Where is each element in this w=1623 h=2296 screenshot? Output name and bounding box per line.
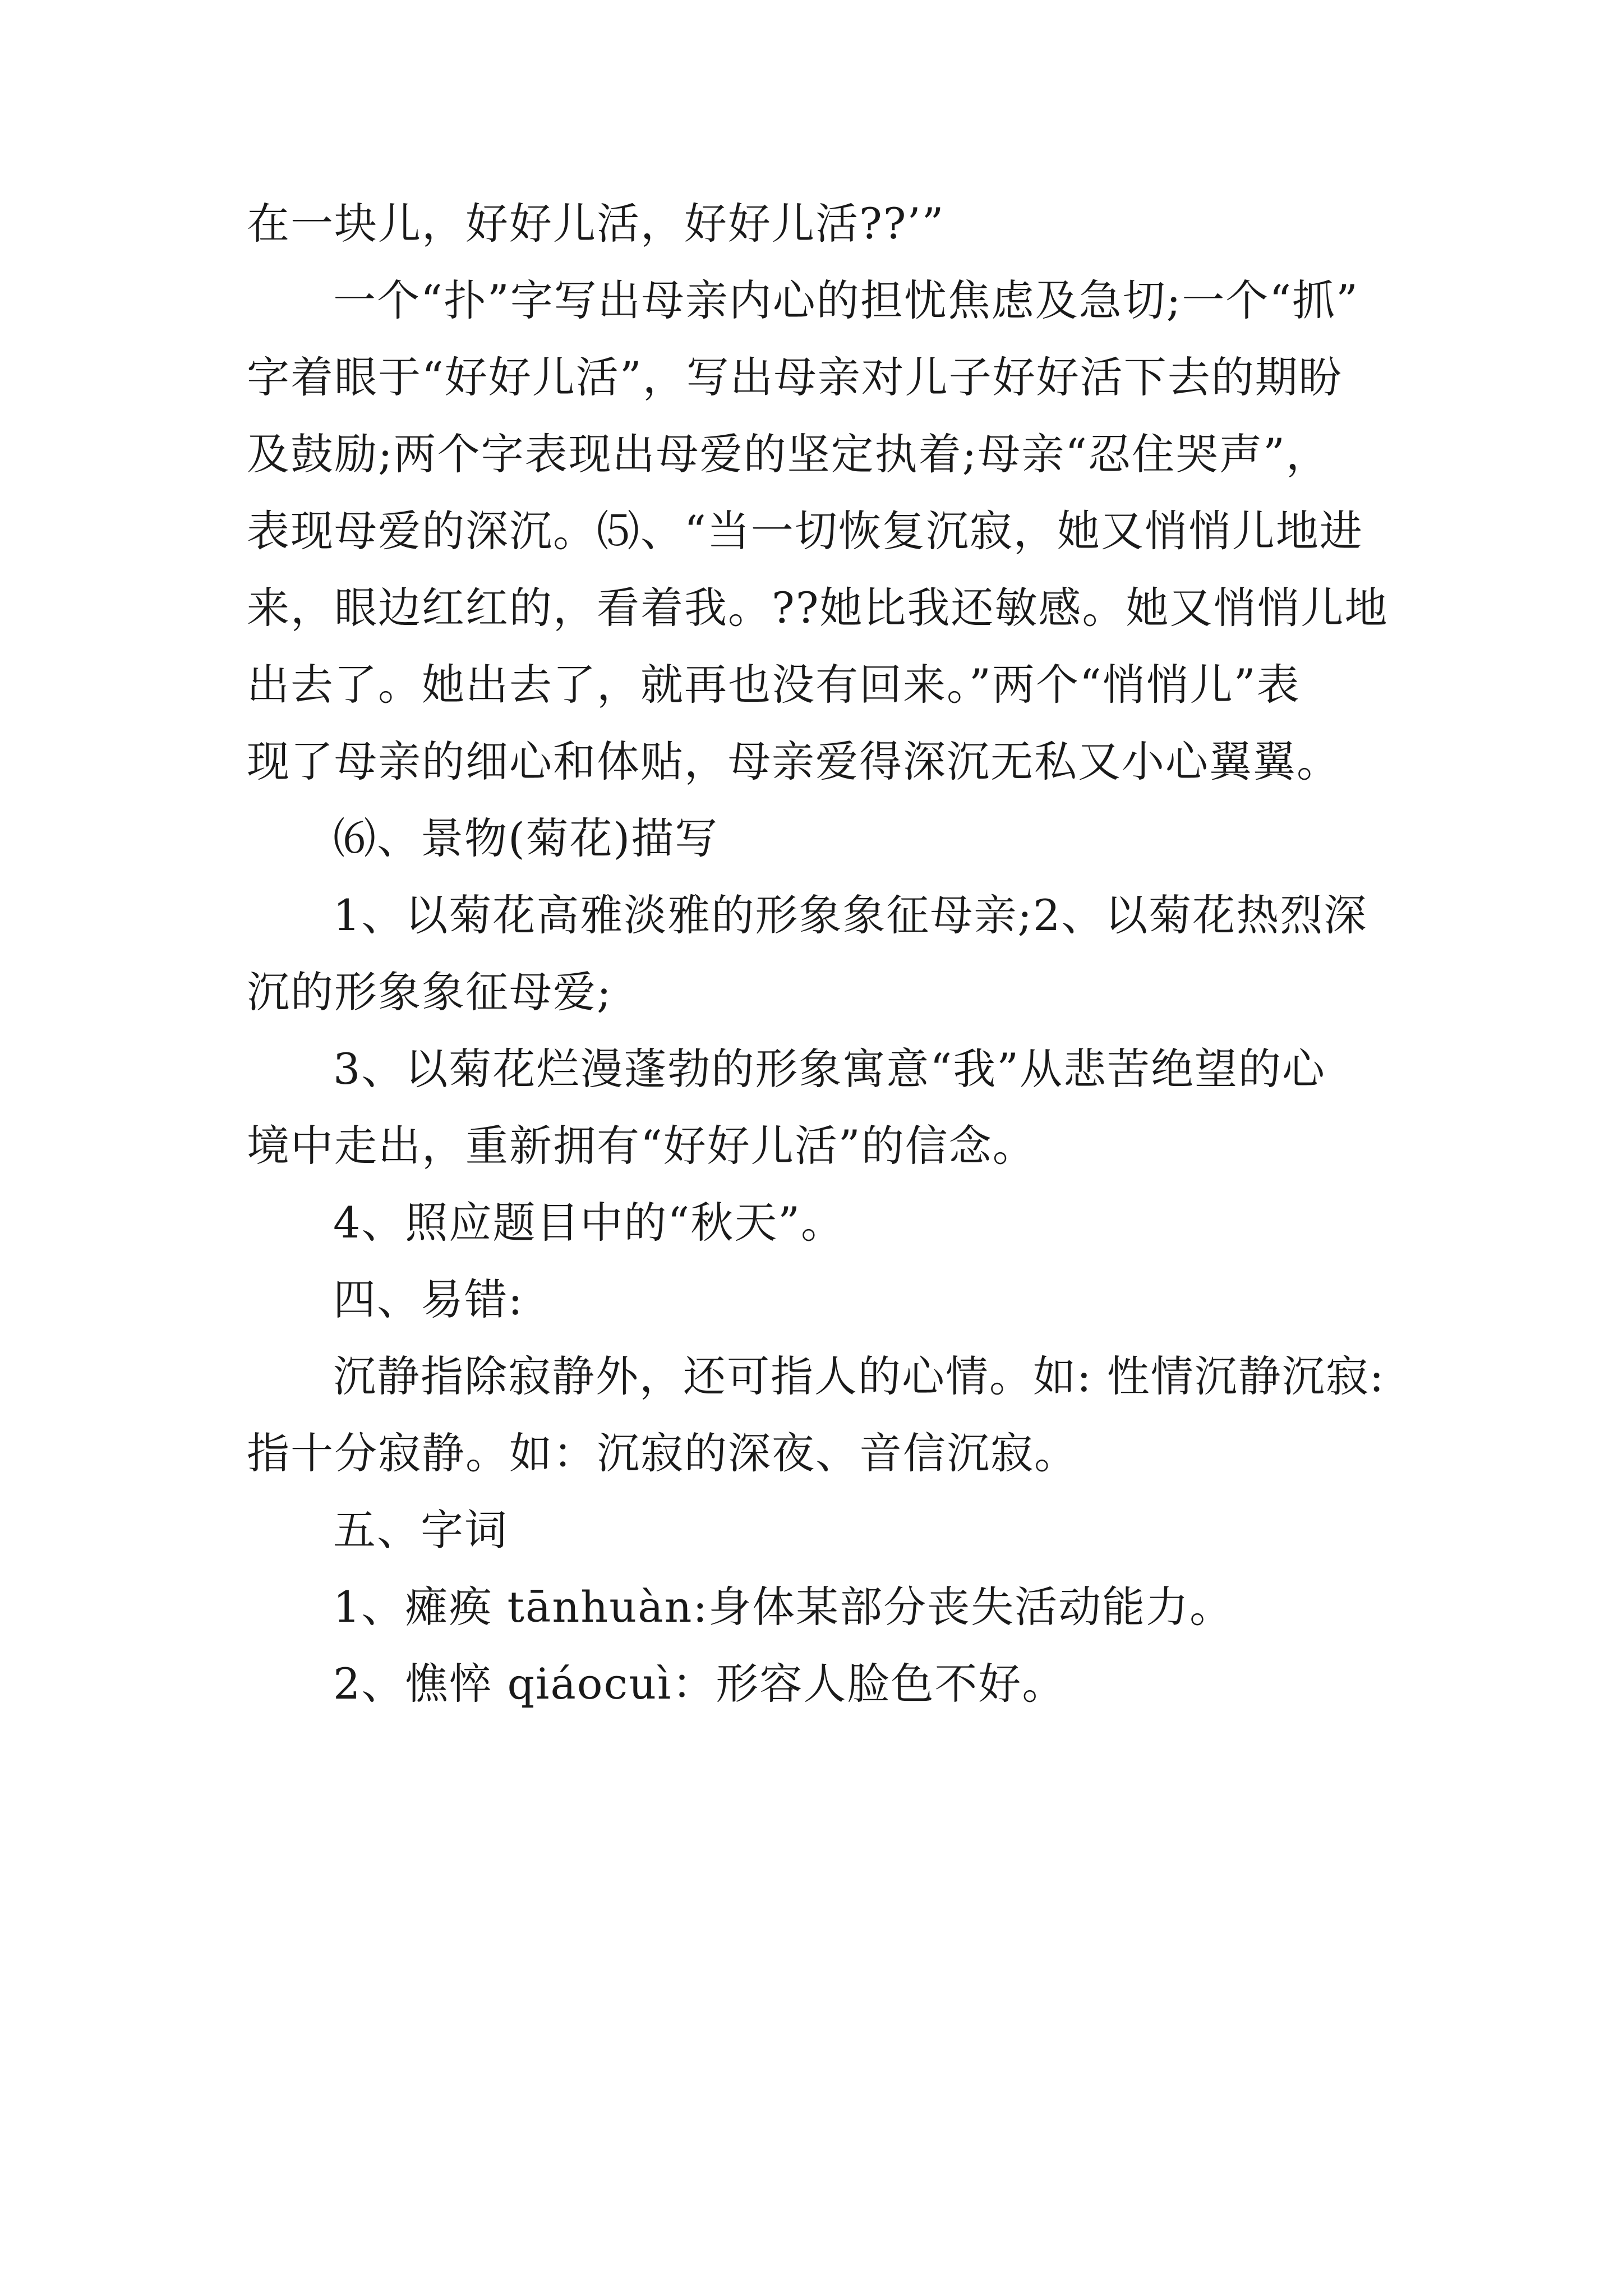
- text-line-12: 3、以菊花烂漫蓬勃的形象寓意“我”从悲苦绝望的心: [333, 1044, 1326, 1094]
- text-line-10: 1、以菊花高雅淡雅的形象象征母亲;2、以菊花热烈深: [333, 890, 1368, 940]
- text-line-2: 一个“扑”字写出母亲内心的担忧焦虑及急切;一个“抓”: [333, 275, 1359, 325]
- text-line-19: 1、瘫痪 tānhuàn:身体某部分丧失活动能力。: [333, 1582, 1234, 1632]
- text-line-1: 在一块儿，好好儿活，好好儿活??’”: [247, 199, 945, 249]
- text-line-9: ⑹、景物(菊花)描写: [333, 813, 719, 863]
- text-line-20: 2、憔悴 qiáocuì：形容人脸色不好。: [333, 1659, 1066, 1709]
- text-line-7: 出去了。她出去了，就再也没有回来。”两个“悄悄儿”表: [247, 660, 1301, 710]
- document-body: [247, 185, 1402, 1722]
- text-line-5: 表现母爱的深沉。⑸、“当一切恢复沉寂，她又悄悄儿地进: [247, 506, 1363, 556]
- text-line-8: 现了母亲的细心和体贴，母亲爱得深沉无私又小心翼翼。: [247, 737, 1340, 786]
- text-line-15: 四、易错:: [333, 1274, 524, 1324]
- text-line-4: 及鼓励;两个字表现出母爱的坚定执着;母亲“忍住哭声”，: [247, 429, 1330, 479]
- text-line-13: 境中走出，重新拥有“好好儿活”的信念。: [247, 1121, 1036, 1171]
- text-line-11: 沉的形象象征母爱;: [247, 967, 612, 1017]
- text-line-18: 五、字词: [333, 1505, 508, 1555]
- text-line-16: 沉静指除寂静外，还可指人的心情。如: 性情沉静沉寂:: [333, 1351, 1385, 1401]
- text-line-14: 4、照应题目中的“秋天”。: [333, 1198, 845, 1248]
- text-line-6: 来，眼边红红的，看着我。??她比我还敏感。她又悄悄儿地: [247, 583, 1389, 633]
- text-line-17: 指十分寂静。如：沉寂的深夜、音信沉寂。: [247, 1428, 1078, 1478]
- text-line-3: 字着眼于“好好儿活”，写出母亲对儿子好好活下去的期盼: [247, 352, 1343, 402]
